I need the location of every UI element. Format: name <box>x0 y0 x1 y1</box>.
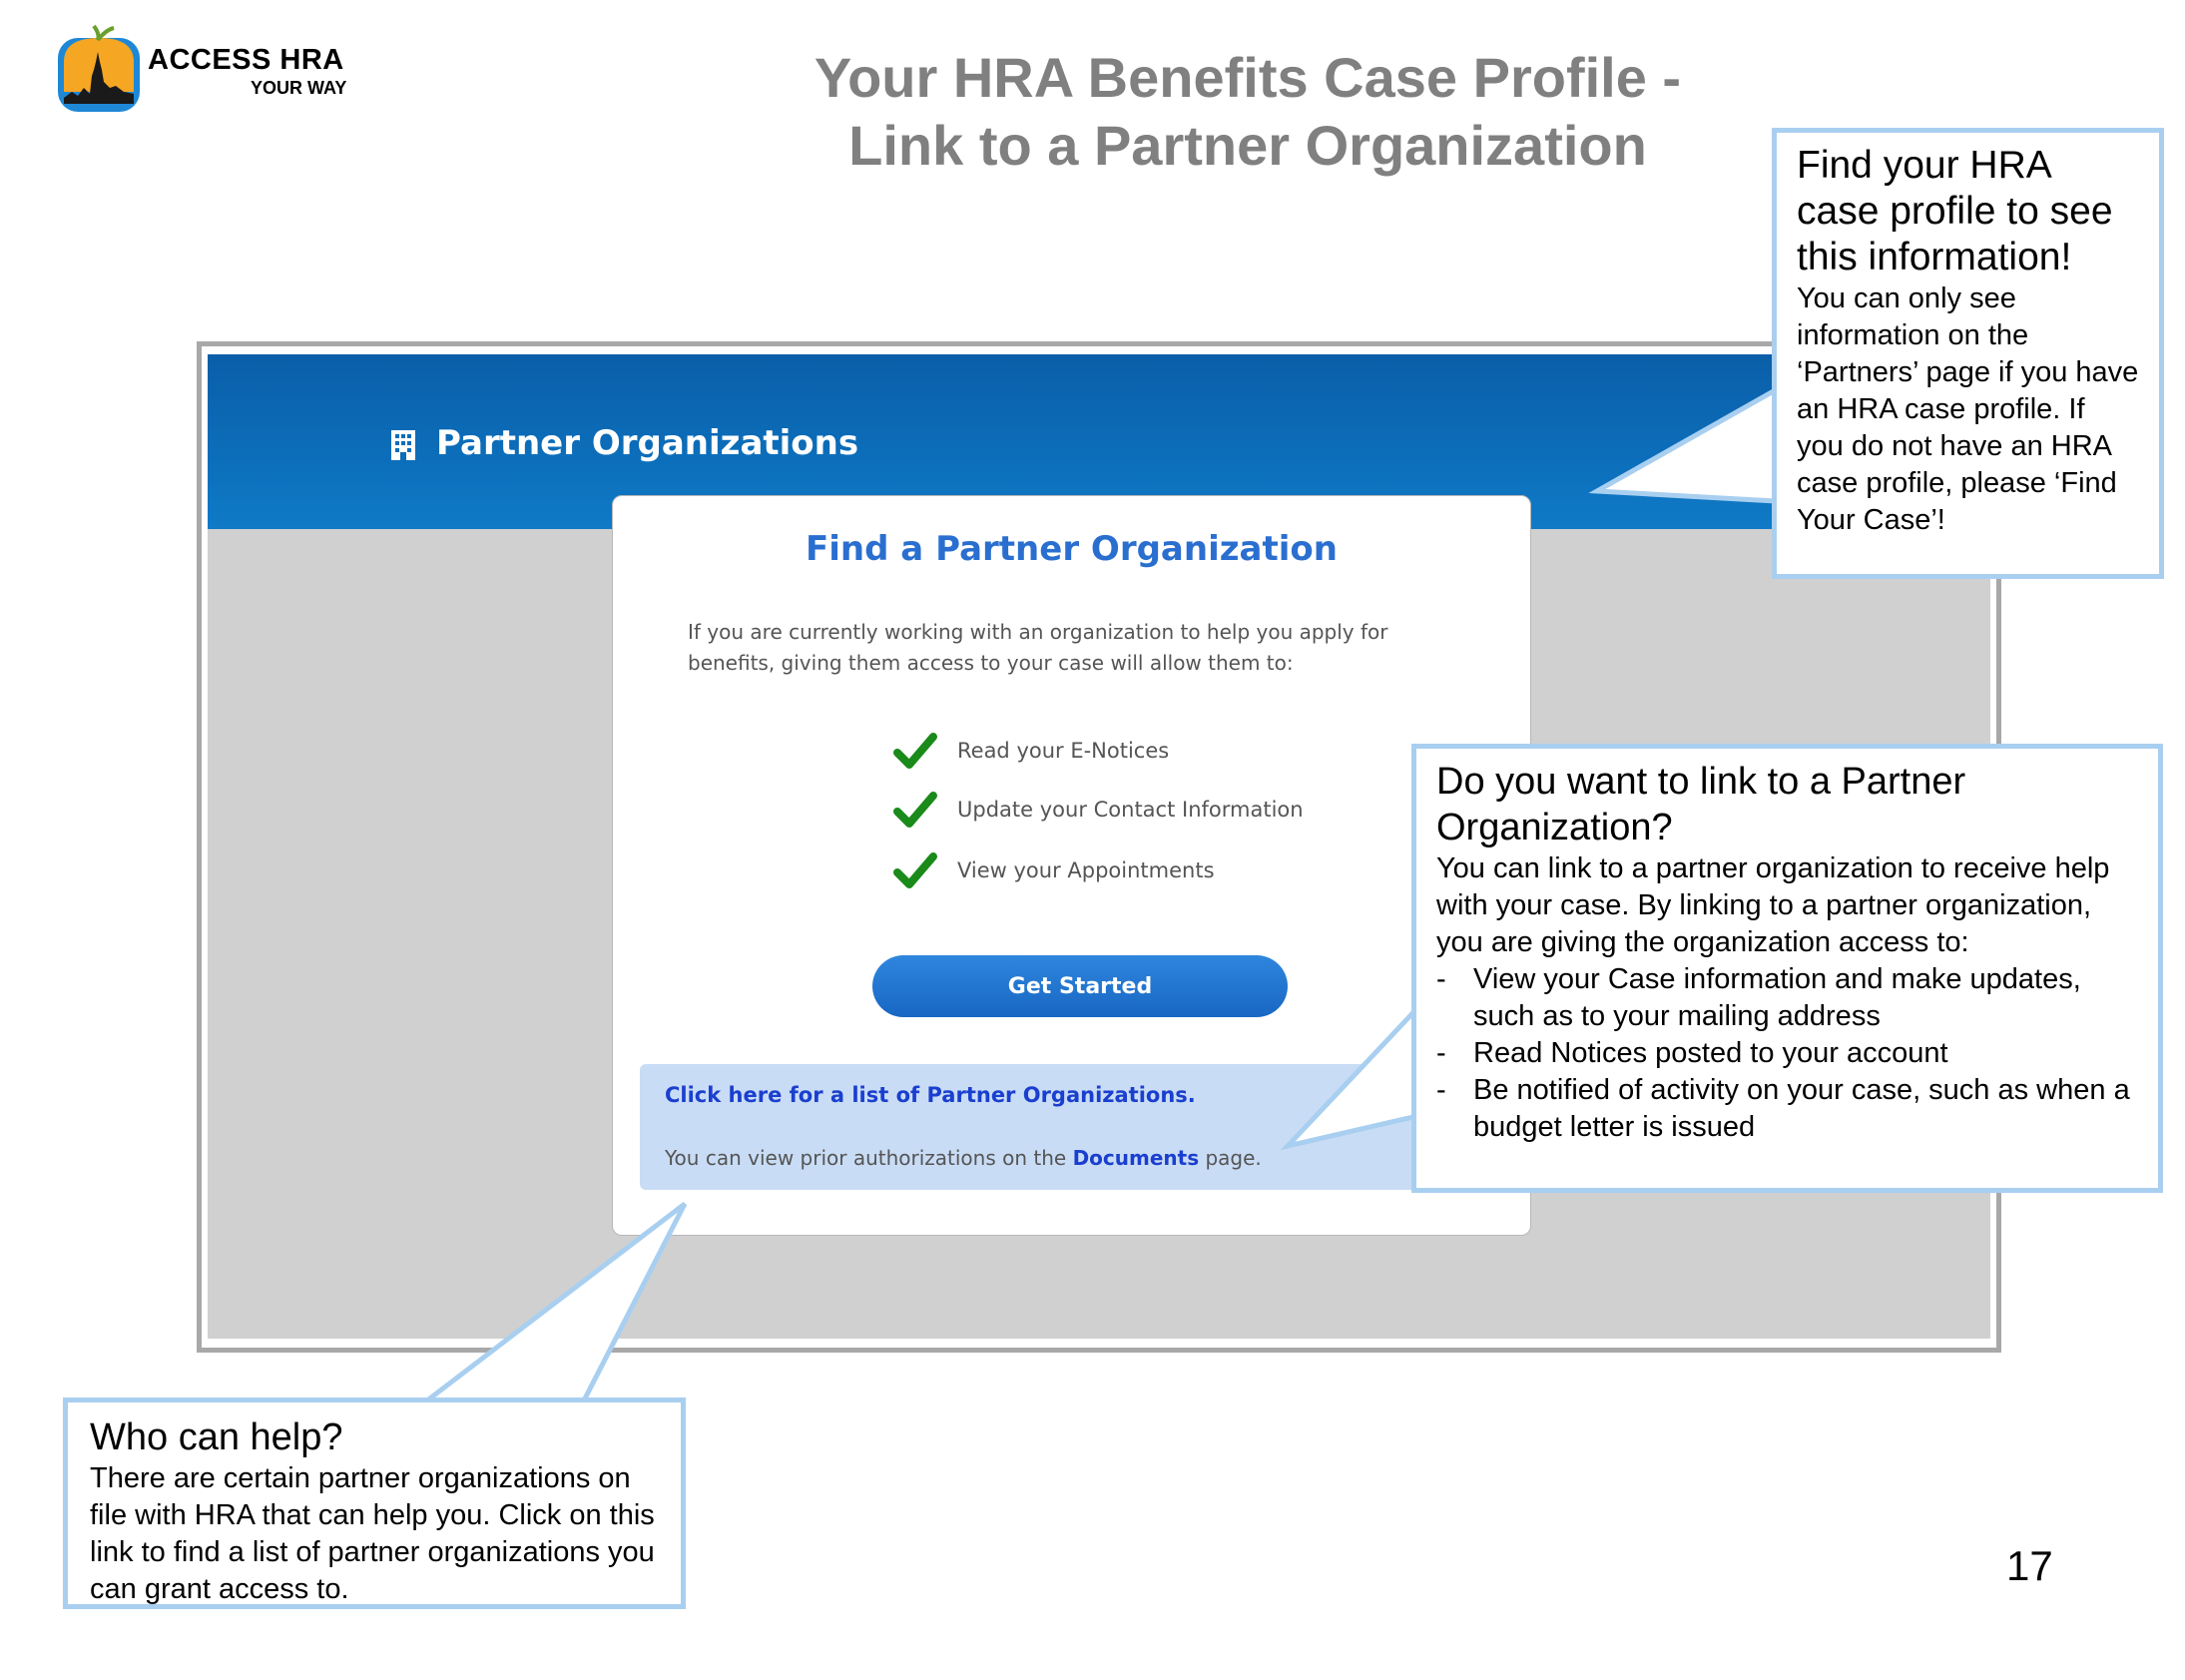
checklist-label: Read your E-Notices <box>957 739 1170 763</box>
card-intro-line2: benefits, giving them access to your case will allow them to: <box>688 651 1294 675</box>
list-item-text: View your Case information and make updates, such as to your mailing address <box>1473 963 2081 1032</box>
list-item-text: Read Notices posted to your account <box>1473 1037 1948 1069</box>
callout-who-can-help <box>63 1398 686 1609</box>
list-item: - Read Notices posted to your account <box>1436 1035 2138 1072</box>
callout-body: You can link to a partner organization to receive help with your case. By linking to a partner organization, you are giving the organization access to: <box>1436 852 2110 958</box>
callout-link-partner <box>1411 744 2163 1193</box>
slide-title-line2: Link to a Partner Organization <box>848 114 1647 177</box>
callout-list <box>1436 961 2138 1146</box>
list-item: - View your Case information and make updates, such as to your mailing address <box>1436 961 2138 1035</box>
card-intro-line1: If you are currently working with an organization to help you apply for <box>688 620 1388 644</box>
list-item-text: Be notified of activity on your case, such as when a budget letter is issued <box>1473 1074 2130 1143</box>
checklist-label: Update your Contact Information <box>957 798 1304 822</box>
list-item: - Be notified of activity on your case, such as when a budget letter is issued <box>1436 1072 2138 1146</box>
partner-list-link[interactable]: Click here for a list of Partner Organizations. <box>665 1083 1196 1107</box>
logo-text: ACCESS HRA <box>148 44 344 76</box>
documents-note-prefix: You can view prior authorizations on the <box>665 1146 1073 1170</box>
callout-body: There are certain partner organizations on file with HRA that can help you. Click on this link to find a list of partner organizations you can grant access to. <box>90 1462 655 1605</box>
documents-note-suffix: page. <box>1199 1146 1262 1170</box>
callout-body: You can only see information on the ‘Partners’ page if you have an HRA case profile. If you do not have an HRA case profile, please ‘Find Your Case’! <box>1797 282 2139 536</box>
card-title: Find a Partner Organization <box>806 529 1338 569</box>
slide-title-line1: Your HRA Benefits Case Profile - <box>814 46 1682 109</box>
page-title: Partner Organizations <box>436 423 859 463</box>
page-number: 17 <box>2006 1542 2053 1589</box>
callout-heading: Who can help? <box>90 1416 343 1458</box>
callout-heading: Do you want to link to a Partner Organization? <box>1436 761 1966 848</box>
documents-link[interactable]: Documents <box>1072 1146 1200 1170</box>
checklist-label: View your Appointments <box>957 858 1215 882</box>
logo-tagline: YOUR WAY <box>251 78 347 98</box>
get-started-button[interactable]: Get Started <box>872 955 1288 1017</box>
callout-find-profile <box>1772 128 2164 579</box>
callout-heading: Find your HRA case profile to see this information! <box>1797 144 2113 279</box>
